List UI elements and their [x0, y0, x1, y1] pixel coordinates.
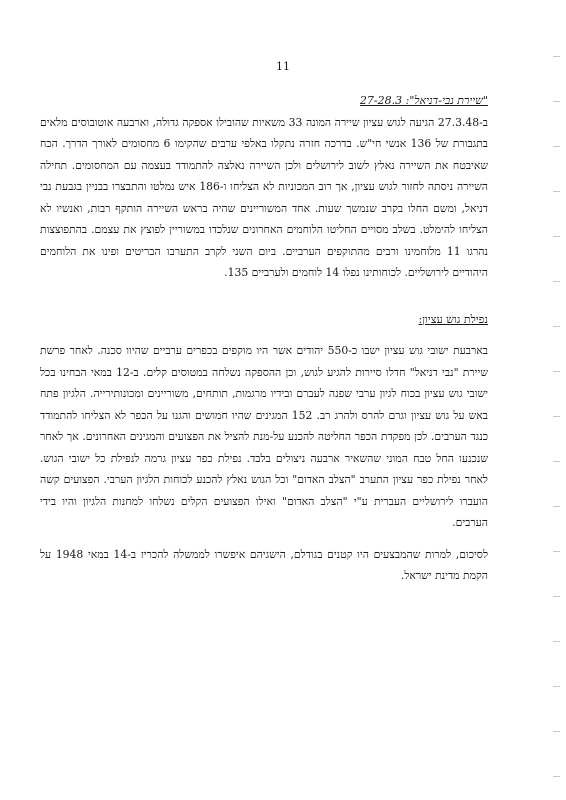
margin-tick: [553, 731, 560, 732]
margin-tick: [553, 56, 560, 57]
section-heading-date: 27-28.3: [359, 94, 403, 107]
document-body: [40, 90, 488, 587]
section-heading-gush-etzion: [40, 309, 488, 331]
margin-tick: [553, 551, 560, 552]
margin-tick: [553, 281, 560, 282]
section-heading-nabi-daniel: [40, 90, 488, 112]
margin-tick: [553, 371, 560, 372]
margin-tick: [553, 686, 560, 687]
margin-scan-ticks: [546, 0, 566, 800]
margin-tick: [553, 326, 560, 327]
section-heading-title: "שיירת נבי-דניאל":: [402, 94, 488, 107]
margin-tick: [553, 776, 560, 777]
margin-tick: [553, 596, 560, 597]
margin-tick: [553, 146, 560, 147]
margin-tick: [553, 236, 560, 237]
margin-tick: [553, 191, 560, 192]
paragraph-summary: לסיכום, למרות שהמבצעים היו קטנים בגודלם, הישגיהם איפשרו לממשלה להכריז ב-14 במאי 1948 על הקמת מדינת ישראל.: [40, 547, 488, 582]
section-heading-text: [360, 94, 488, 107]
margin-tick: [553, 506, 560, 507]
paragraph-gush-etzion-fall: בארבעת ישובי גוש עציון ישבו כ-550 יהודים אשר היו מוקפים בכפרים ערביים שהיוו סכנה. לאחר פרשת שיירת "נבי דניאל" חדלו סיירות להגיע לגוש, וכן ההספקה נשלחה במטוסים קלים. ב-12 במאי הבחינו בכל ישובי גוש עציון בכוח לגיון ערבי שפנה לעברם ובידיו מרגמות, תותחים, משוריינים ומכונותירייה. הלגיון פתח באש על גוש עציון וגרם להרס ולהרג רב. 152 המגינים שהיו חמושים והגנו על הכפר לא הצליחו להתמודד כנגד הערבים. לכן מפקדת הכפר החליטה להכנע על-מנת להציל את הפצועים והמגינים האחרונים. אך לאחר שנכנעו החל טבח המוני שהשאיר ארבעה ניצולים בלבד. נפילת כפר עציון גרמה לנפילת כל ישובי הגוש. לאחר נפילת כפר עציון התערב "הצלב האדום" וכל הגוש נאלץ להכנע לכוחות הלגיון הערבי. הפצועים קשה הועברו לירושליים העברית ע"י "הצלב האדום" ואילו הפצועים הקלים נשלחו למחנות הלגיון והיו בידי הערבים.: [40, 344, 488, 529]
page-number: 11: [276, 60, 290, 73]
margin-tick: [553, 416, 560, 417]
margin-tick: [553, 641, 560, 642]
paragraph-nabi-daniel: ב-27.3.48 הגיעה לגוש עציון שיירה המונה 33 משאיות שהובילו אספקה גדולה, וארבעה אוטובוסים מלאים בתגבורת של 136 אנשי חי"ש. בדרכה חזרה נתקלו באלפי ערבים שהקימו 6 מחסומים לאורך הדרך. הכח שאיבטח את השיירה נאלץ לשוב לירושלים ולכן השיירה נאלצה להתמודד בעצמה עם המחסומים. תחילה השיירה ניסתה לחזור לגוש עציון, אך רוב המכוניות לא הצליחו ו-186 איש נמלטו והתבצרו בבניין בגבעת נבי דניאל, ומשם החלו בקרב שנמשך שעות. אחד המשוריינים שהיה בראש השיירה הותקף רבות, ואנשיו לא הצליחו להימלט. בשלב מסויים החליטו הלוחמים האחרונים שנלכדו במשוריין לפוצץ את עצמם. בהתפוצצות נהרגו 11 מלוחמינו ורבים מהתוקפים הערביים. ביום השני לקרב התערבו הבריטים ופינו את הלוחמים היהודיים לירושליים. לכוחותינו נפלו 14 לוחמים ולערביים 135.: [40, 115, 489, 279]
margin-tick: [553, 461, 560, 462]
margin-tick: [553, 101, 560, 102]
section-heading-text: נפילת גוש עציון:: [418, 312, 488, 326]
